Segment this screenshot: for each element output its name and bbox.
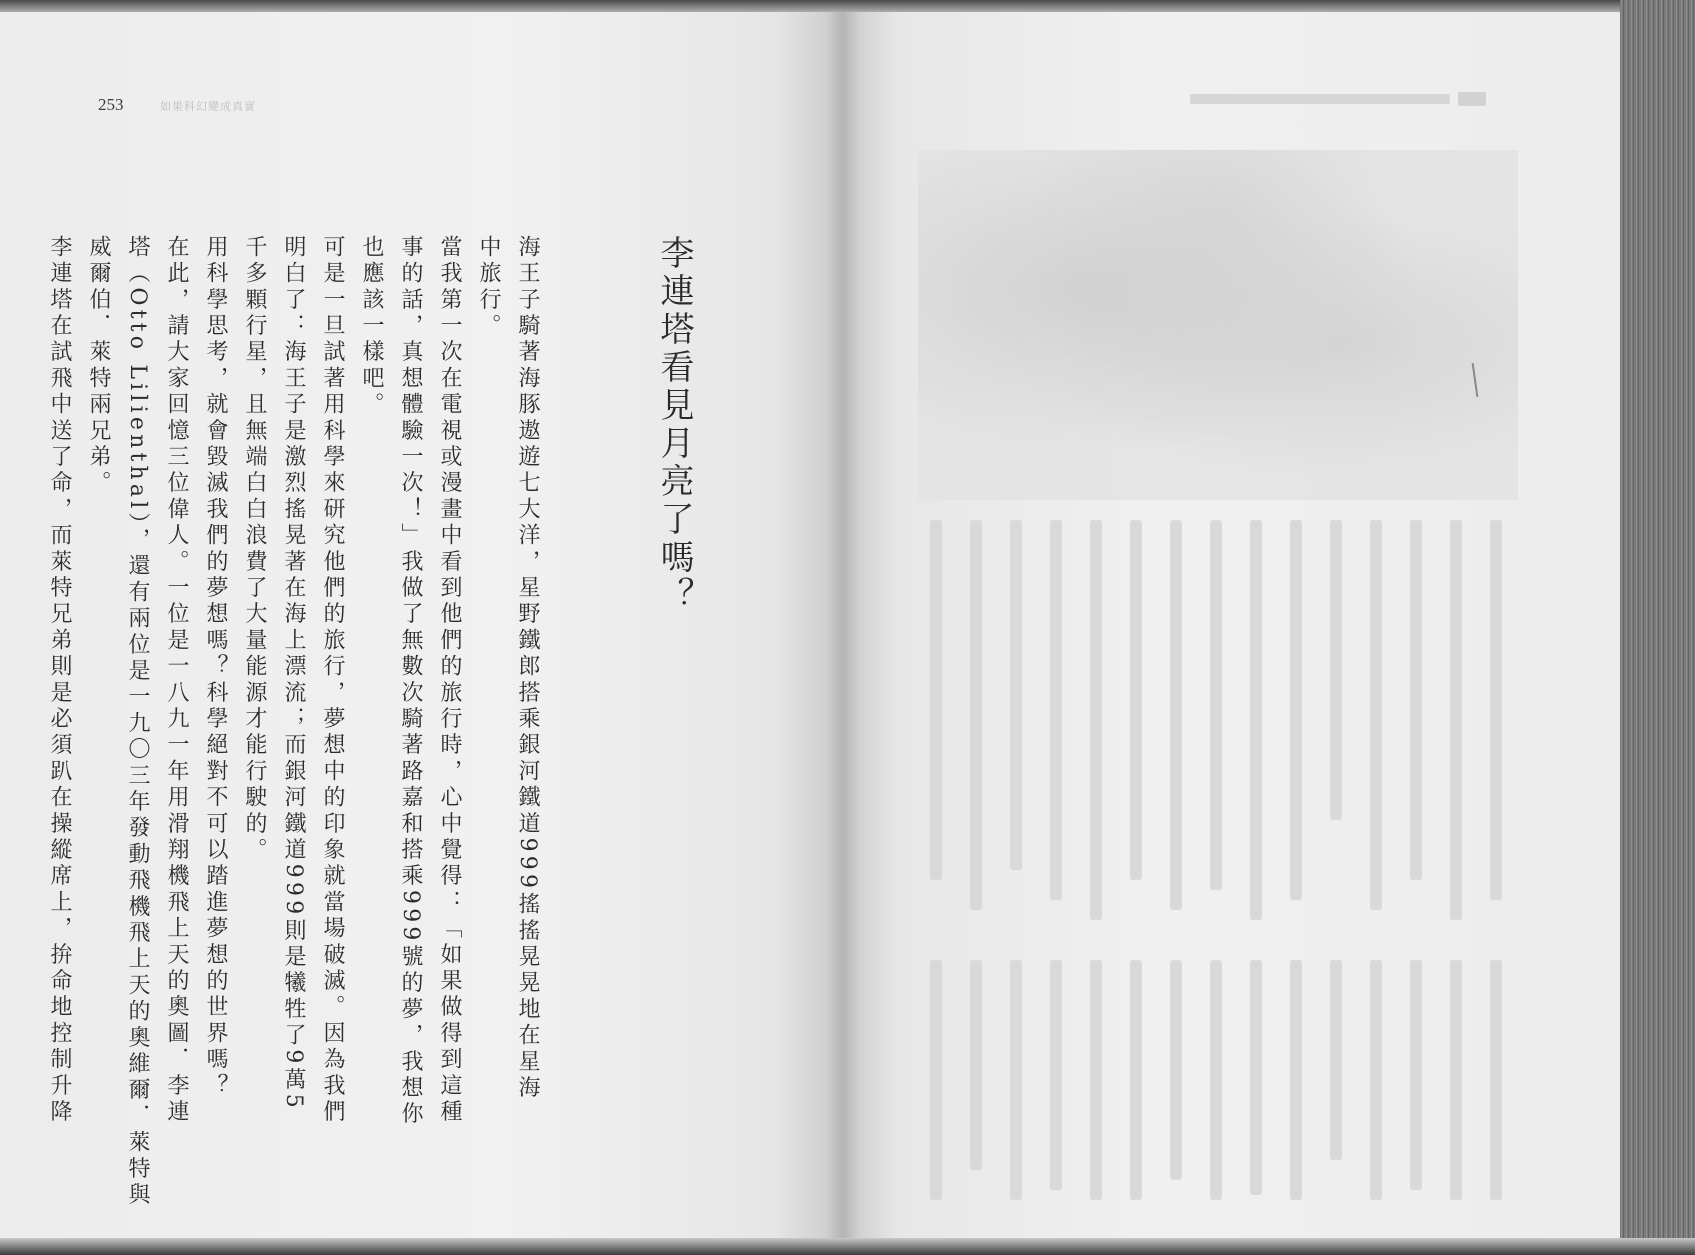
book-gutter	[826, 12, 860, 1240]
bleed-through-text-line	[1130, 960, 1142, 1200]
bleed-through-text-line	[1170, 960, 1182, 1180]
bleed-through-text-line	[1010, 960, 1022, 1200]
bleed-through-text-line	[1450, 520, 1462, 920]
chapter-title: 李連塔看見月亮了嗎？	[654, 235, 694, 615]
bleed-through-text-line	[1410, 520, 1422, 880]
body-column: 中旅行。	[476, 235, 501, 340]
bleed-through-text-line	[1290, 960, 1302, 1200]
body-column: 事的話，真想體驗一次！」我做了無數次騎著路嘉和搭乘999號的夢，我想你	[398, 235, 423, 1128]
bleed-through-text-line	[1050, 960, 1062, 1190]
body-column: 海王子騎著海豚遨遊七大洋，星野鐵郎搭乘銀河鐵道999搖搖晃晃地在星海	[515, 235, 540, 1102]
bleed-through-text-line	[1250, 520, 1262, 920]
bleed-through-text-line	[1090, 960, 1102, 1200]
page-number: 253	[98, 95, 124, 114]
bleed-through-text-line	[930, 520, 942, 880]
bleed-through-text-line	[1170, 520, 1182, 910]
bleed-through-page-number	[1458, 92, 1486, 106]
bleed-through-text-line	[1490, 960, 1502, 1200]
bleed-through-text-line	[1250, 960, 1262, 1195]
bleed-through-text-line	[1210, 960, 1222, 1200]
bleed-through-text-line	[970, 960, 982, 1170]
bleed-through-text-line	[970, 520, 982, 910]
body-column: 在此，請大家回憶三位偉人。一位是一八九一年用滑翔機飛上天的奧圖．李連	[164, 235, 189, 1126]
bleed-through-text-line	[1370, 960, 1382, 1200]
body-column: 用科學思考，就會毀滅我們的夢想嗎？科學絕對不可以踏進夢想的世界嗎？	[203, 235, 228, 1100]
bleed-through-text-line	[1490, 520, 1502, 900]
bleed-through-text-line	[1450, 960, 1462, 1200]
bleed-through-text-line	[1090, 520, 1102, 920]
body-column: 可是一旦試著用科學來研究他們的旅行，夢想中的印象就當場破滅。因為我們	[320, 235, 345, 1126]
bleed-through-running-head	[1190, 94, 1450, 104]
bleed-through-text-line	[1410, 960, 1422, 1190]
bleed-through-text-line	[1370, 520, 1382, 910]
scanner-bottom-edge	[0, 1238, 1695, 1255]
body-column: 也應該一樣吧。	[359, 235, 384, 419]
body-column: 明白了：海王子是激烈搖晃著在海上漂流；而銀河鐵道999則是犧牲了9萬5	[281, 235, 306, 1112]
bleed-through-text-line	[1330, 520, 1342, 820]
body-column: 當我第一次在電視或漫畫中看到他們的旅行時，心中覺得：「如果做得到這種	[437, 235, 462, 1126]
body-column: 塔（Otto Lilienthal），還有兩位是一九〇三年發動飛機飛上天的奧維爾．萊特與	[125, 235, 150, 1209]
running-head: 如果科幻變成真實	[160, 100, 256, 113]
bleed-through-illustration	[918, 150, 1518, 500]
body-column: 李連塔在試飛中送了命，而萊特兄弟則是必須趴在操縱席上，拚命地控制升降	[47, 235, 72, 1126]
page-fore-edge	[1620, 0, 1695, 1255]
bleed-through-text-line	[1290, 520, 1302, 900]
body-column: 威爾伯．萊特兩兄弟。	[86, 235, 111, 497]
bleed-through-text-line	[1130, 520, 1142, 880]
bleed-through-text-line	[930, 960, 942, 1200]
body-column: 千多顆行星，且無端白白浪費了大量能源才能行駛的。	[242, 235, 267, 864]
bleed-through-text-line	[1330, 960, 1342, 1160]
bleed-through-text-line	[1210, 520, 1222, 890]
bleed-through-text-line	[1010, 520, 1022, 870]
bleed-through-text-line	[1050, 520, 1062, 900]
